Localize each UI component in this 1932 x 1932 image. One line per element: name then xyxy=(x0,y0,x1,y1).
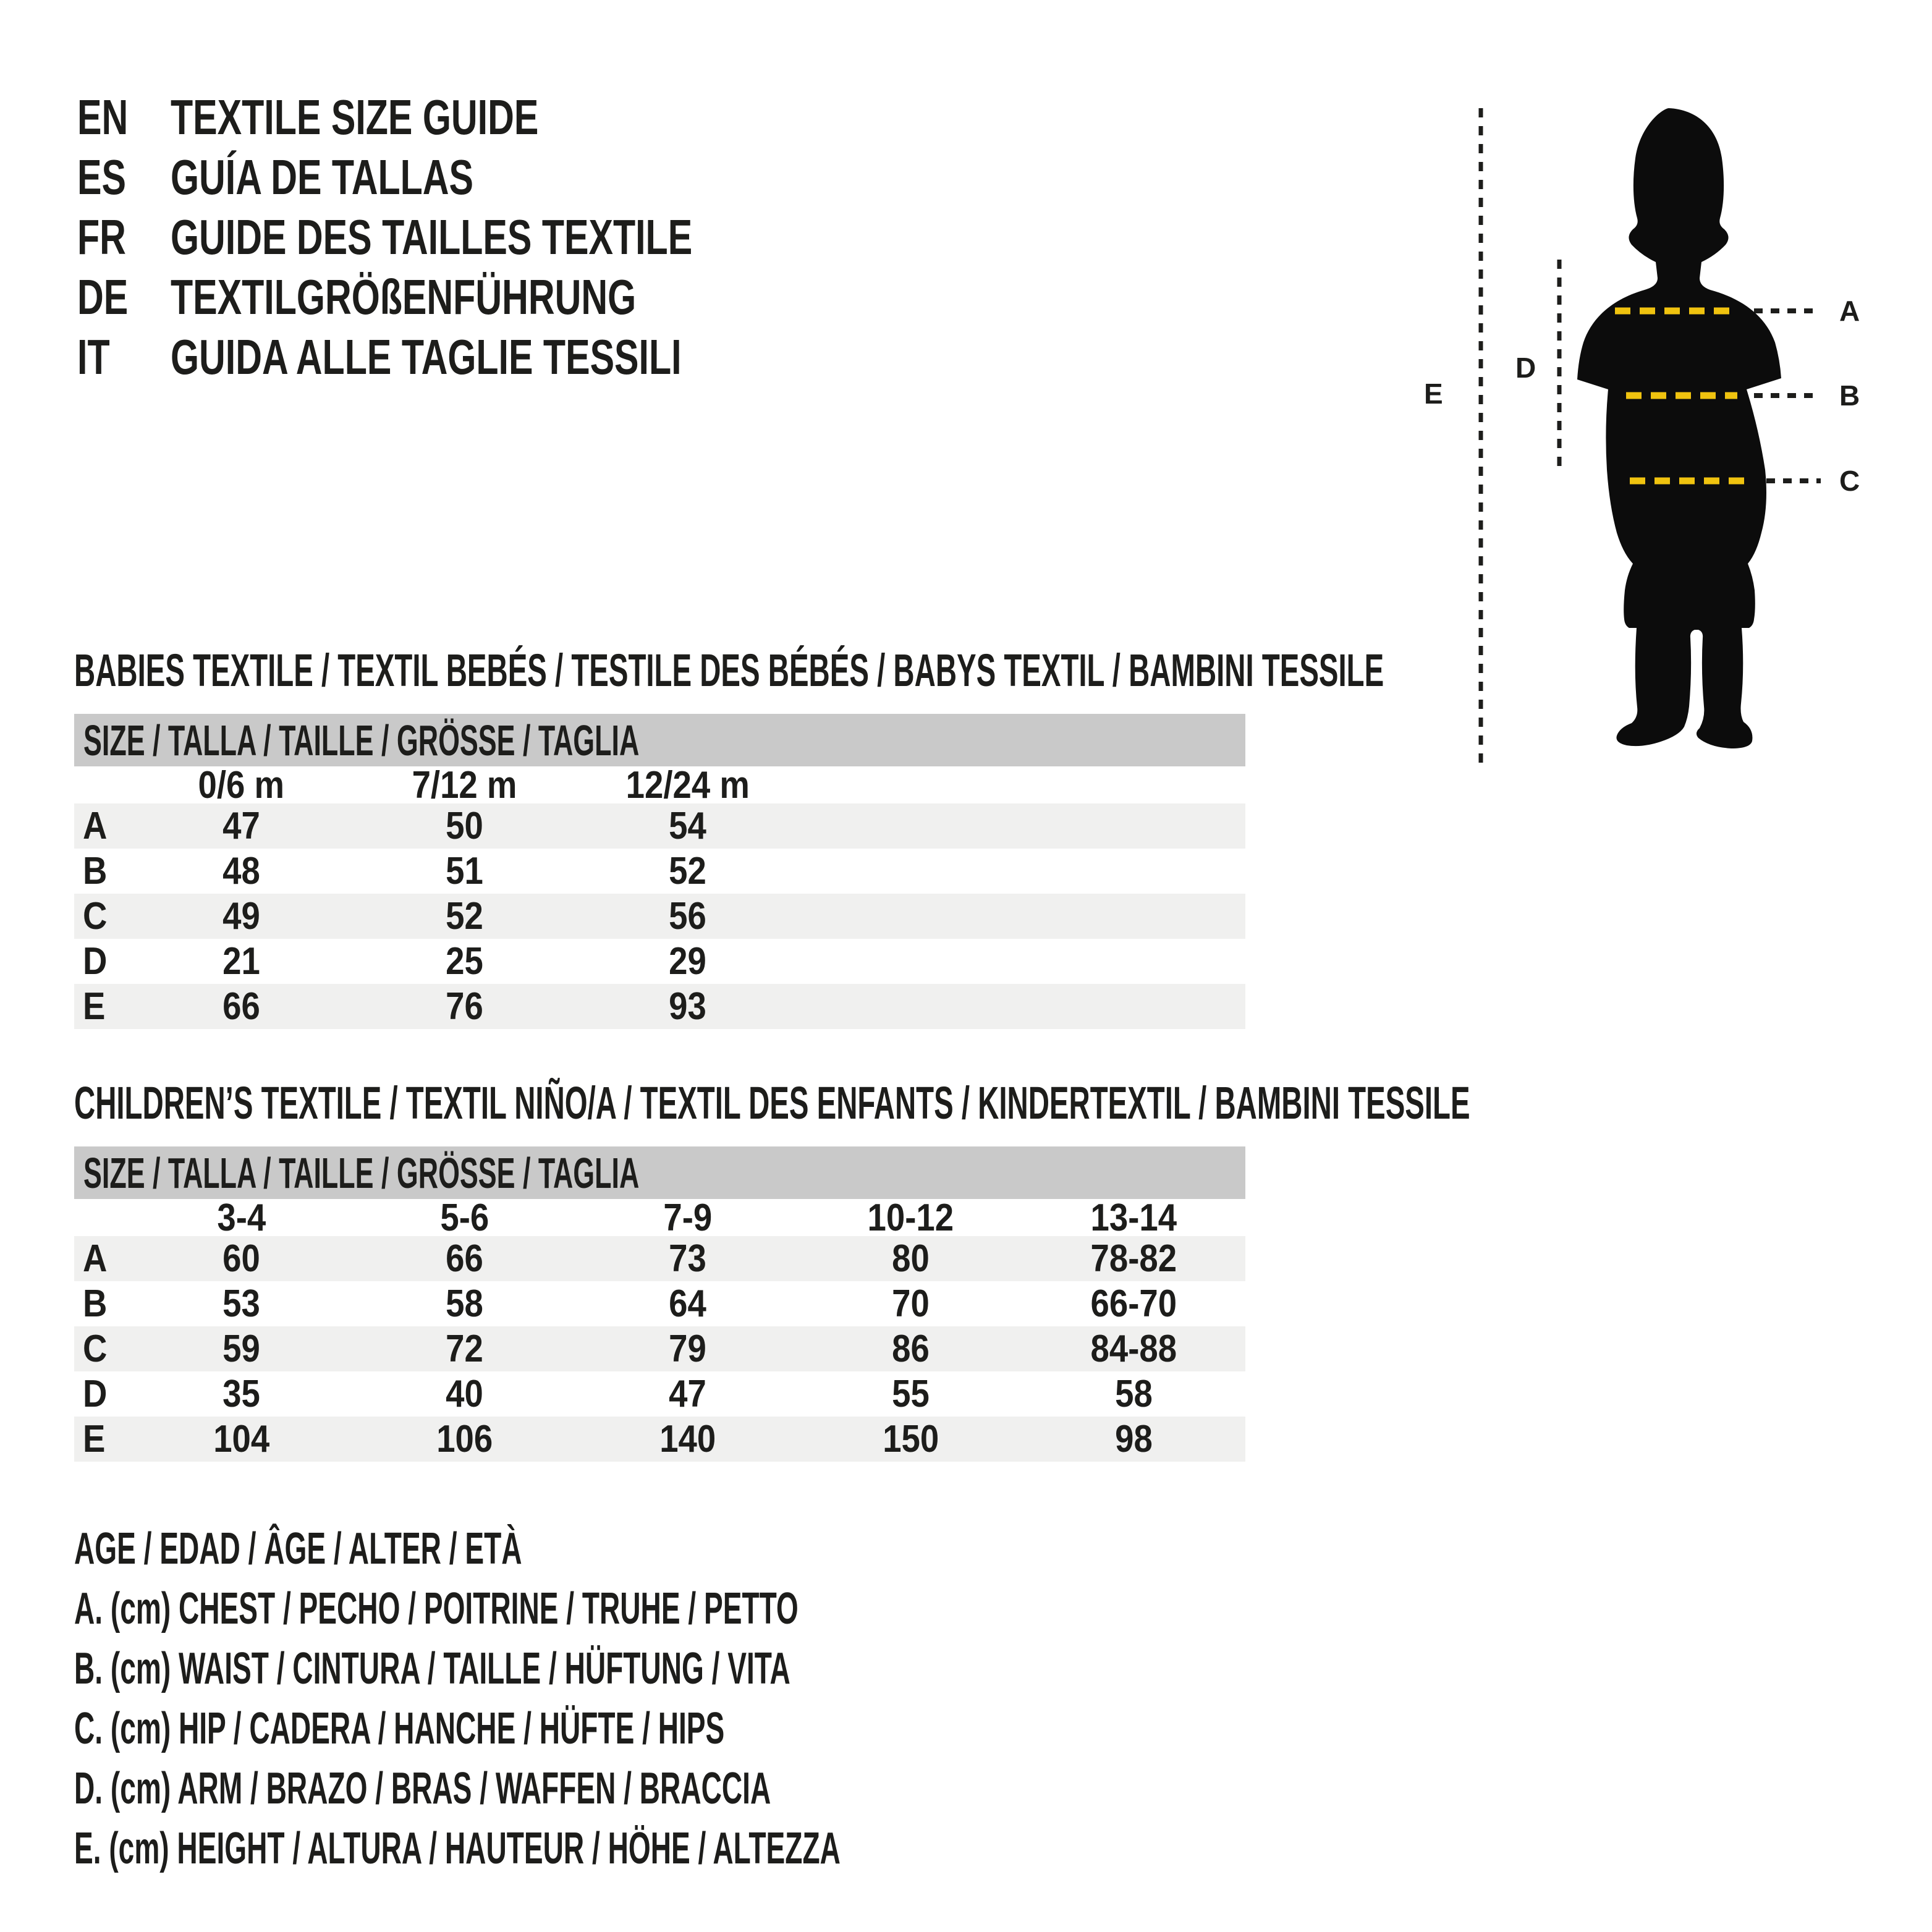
measure-label-c: C xyxy=(1839,465,1860,497)
column-header: 12/24 m xyxy=(625,763,750,807)
size-cell: 93 xyxy=(669,985,706,1028)
column-header-row xyxy=(74,763,1245,807)
children-section-title: CHILDREN’S TEXTILE / TEXTIL NIÑO/A / TEXTIL DES ENFANTS / KINDERTEXTIL / BAMBINI TESSILE xyxy=(74,1077,1470,1129)
language-title: GUIDA ALLE TAGLIE TESSILI xyxy=(171,329,682,384)
size-cell: 73 xyxy=(669,1237,706,1280)
size-cell: 58 xyxy=(446,1282,483,1325)
column-header: 7-9 xyxy=(663,1196,712,1239)
size-cell: 72 xyxy=(446,1328,483,1370)
size-header-bar: SIZE / TALLA / TAILLE / GRÖSSE / TAGLIA xyxy=(74,714,1245,766)
language-row-es xyxy=(77,150,580,205)
legend-line-age: AGE / EDAD / ÂGE / ALTER / ETÀ xyxy=(74,1524,522,1574)
size-cell: 49 xyxy=(222,895,260,938)
size-cell: 80 xyxy=(892,1237,930,1280)
table-row-d xyxy=(74,939,1245,984)
row-label: E xyxy=(83,985,106,1028)
size-cell: 66 xyxy=(446,1237,483,1280)
language-code: ES xyxy=(77,150,126,205)
babies-section-title: BABIES TEXTILE / TEXTIL BEBÉS / TESTILE DES BÉBÉS / BABYS TEXTIL / BAMBINI TESSILE xyxy=(74,645,1384,696)
size-cell: 35 xyxy=(222,1373,260,1415)
column-header: 3-4 xyxy=(217,1196,266,1239)
column-header: 13-14 xyxy=(1090,1196,1177,1239)
size-cell: 21 xyxy=(222,940,260,983)
language-code: DE xyxy=(77,269,129,324)
size-cell: 98 xyxy=(1115,1418,1153,1460)
size-cell: 140 xyxy=(659,1418,716,1460)
row-label: D xyxy=(83,1373,108,1415)
measure-label-e: E xyxy=(1424,378,1443,410)
size-cell: 55 xyxy=(892,1373,930,1415)
table-row-e xyxy=(74,1417,1245,1462)
size-cell: 47 xyxy=(222,805,260,847)
row-label: E xyxy=(83,1418,106,1460)
size-header-bar: SIZE / TALLA / TAILLE / GRÖSSE / TAGLIA xyxy=(74,1146,1245,1199)
row-label: C xyxy=(83,1328,108,1370)
language-code: EN xyxy=(77,90,129,145)
size-cell: 54 xyxy=(669,805,706,847)
row-label: B xyxy=(83,850,108,892)
size-cell: 48 xyxy=(222,850,260,892)
size-cell: 66 xyxy=(222,985,260,1028)
children-table xyxy=(74,1146,1245,1462)
size-cell: 104 xyxy=(213,1418,270,1460)
size-cell: 50 xyxy=(446,805,483,847)
column-header: 7/12 m xyxy=(412,763,517,807)
size-cell: 106 xyxy=(436,1418,493,1460)
size-cell: 64 xyxy=(669,1282,706,1325)
size-cell: 52 xyxy=(446,895,483,938)
legend-line-chest: A. (cm) CHEST / PECHO / POITRINE / TRUHE / PETTO xyxy=(74,1584,799,1633)
language-row-fr xyxy=(77,210,876,265)
language-title: TEXTILGRÖßENFÜHRUNG xyxy=(171,269,637,324)
size-cell: 60 xyxy=(222,1237,260,1280)
table-row-a xyxy=(74,803,1245,849)
size-cell: 56 xyxy=(669,895,706,938)
table-row-c xyxy=(74,894,1245,939)
language-row-en xyxy=(77,90,668,145)
legend-line-arm: D. (cm) ARM / BRAZO / BRAS / WAFFEN / BRACCIA xyxy=(74,1764,771,1813)
legend-line-hip: C. (cm) HIP / CADERA / HANCHE / HÜFTE / HIPS xyxy=(74,1704,725,1753)
size-cell: 70 xyxy=(892,1282,930,1325)
table-row-b xyxy=(74,849,1245,894)
row-label: A xyxy=(83,805,108,847)
size-cell: 79 xyxy=(669,1328,706,1370)
size-cell: 66-70 xyxy=(1090,1282,1177,1325)
size-cell: 53 xyxy=(222,1282,260,1325)
size-cell: 51 xyxy=(446,850,483,892)
table-row-d xyxy=(74,1371,1245,1417)
size-cell: 40 xyxy=(446,1373,483,1415)
size-cell: 78-82 xyxy=(1090,1237,1177,1280)
size-cell: 52 xyxy=(669,850,706,892)
size-cell: 25 xyxy=(446,940,483,983)
size-cell: 84-88 xyxy=(1090,1328,1177,1370)
legend-line-waist: B. (cm) WAIST / CINTURA / TAILLE / HÜFTUNG / VITA xyxy=(74,1644,790,1693)
row-label: A xyxy=(83,1237,108,1280)
language-title: GUÍA DE TALLAS xyxy=(171,150,474,205)
size-cell: 29 xyxy=(669,940,706,983)
language-code: FR xyxy=(77,210,126,265)
language-title: TEXTILE SIZE GUIDE xyxy=(171,90,539,145)
size-cell: 47 xyxy=(669,1373,706,1415)
row-label: D xyxy=(83,940,108,983)
language-row-de xyxy=(77,269,800,324)
table-row-e xyxy=(74,984,1245,1029)
size-cell: 150 xyxy=(882,1418,939,1460)
language-row-it xyxy=(77,329,861,384)
column-header-row xyxy=(74,1196,1245,1239)
table-row-c xyxy=(74,1326,1245,1371)
language-code: IT xyxy=(77,329,110,384)
legend-line-height: E. (cm) HEIGHT / ALTURA / HAUTEUR / HÖHE / ALTEZZA xyxy=(74,1824,841,1873)
size-cell: 58 xyxy=(1115,1373,1153,1415)
size-cell: 59 xyxy=(222,1328,260,1370)
row-label: B xyxy=(83,1282,108,1325)
table-row-b xyxy=(74,1281,1245,1326)
language-title: GUIDE DES TAILLES TEXTILE xyxy=(171,210,693,265)
column-header: 10-12 xyxy=(867,1196,954,1239)
size-cell: 86 xyxy=(892,1328,930,1370)
measure-label-b: B xyxy=(1839,379,1860,412)
column-header: 0/6 m xyxy=(198,763,285,807)
measure-label-d: D xyxy=(1515,352,1536,384)
column-header: 5-6 xyxy=(440,1196,489,1239)
table-row-a xyxy=(74,1236,1245,1281)
measure-label-a: A xyxy=(1839,295,1860,327)
row-label: C xyxy=(83,895,108,938)
size-cell: 76 xyxy=(446,985,483,1028)
babies-table xyxy=(74,714,1245,1029)
